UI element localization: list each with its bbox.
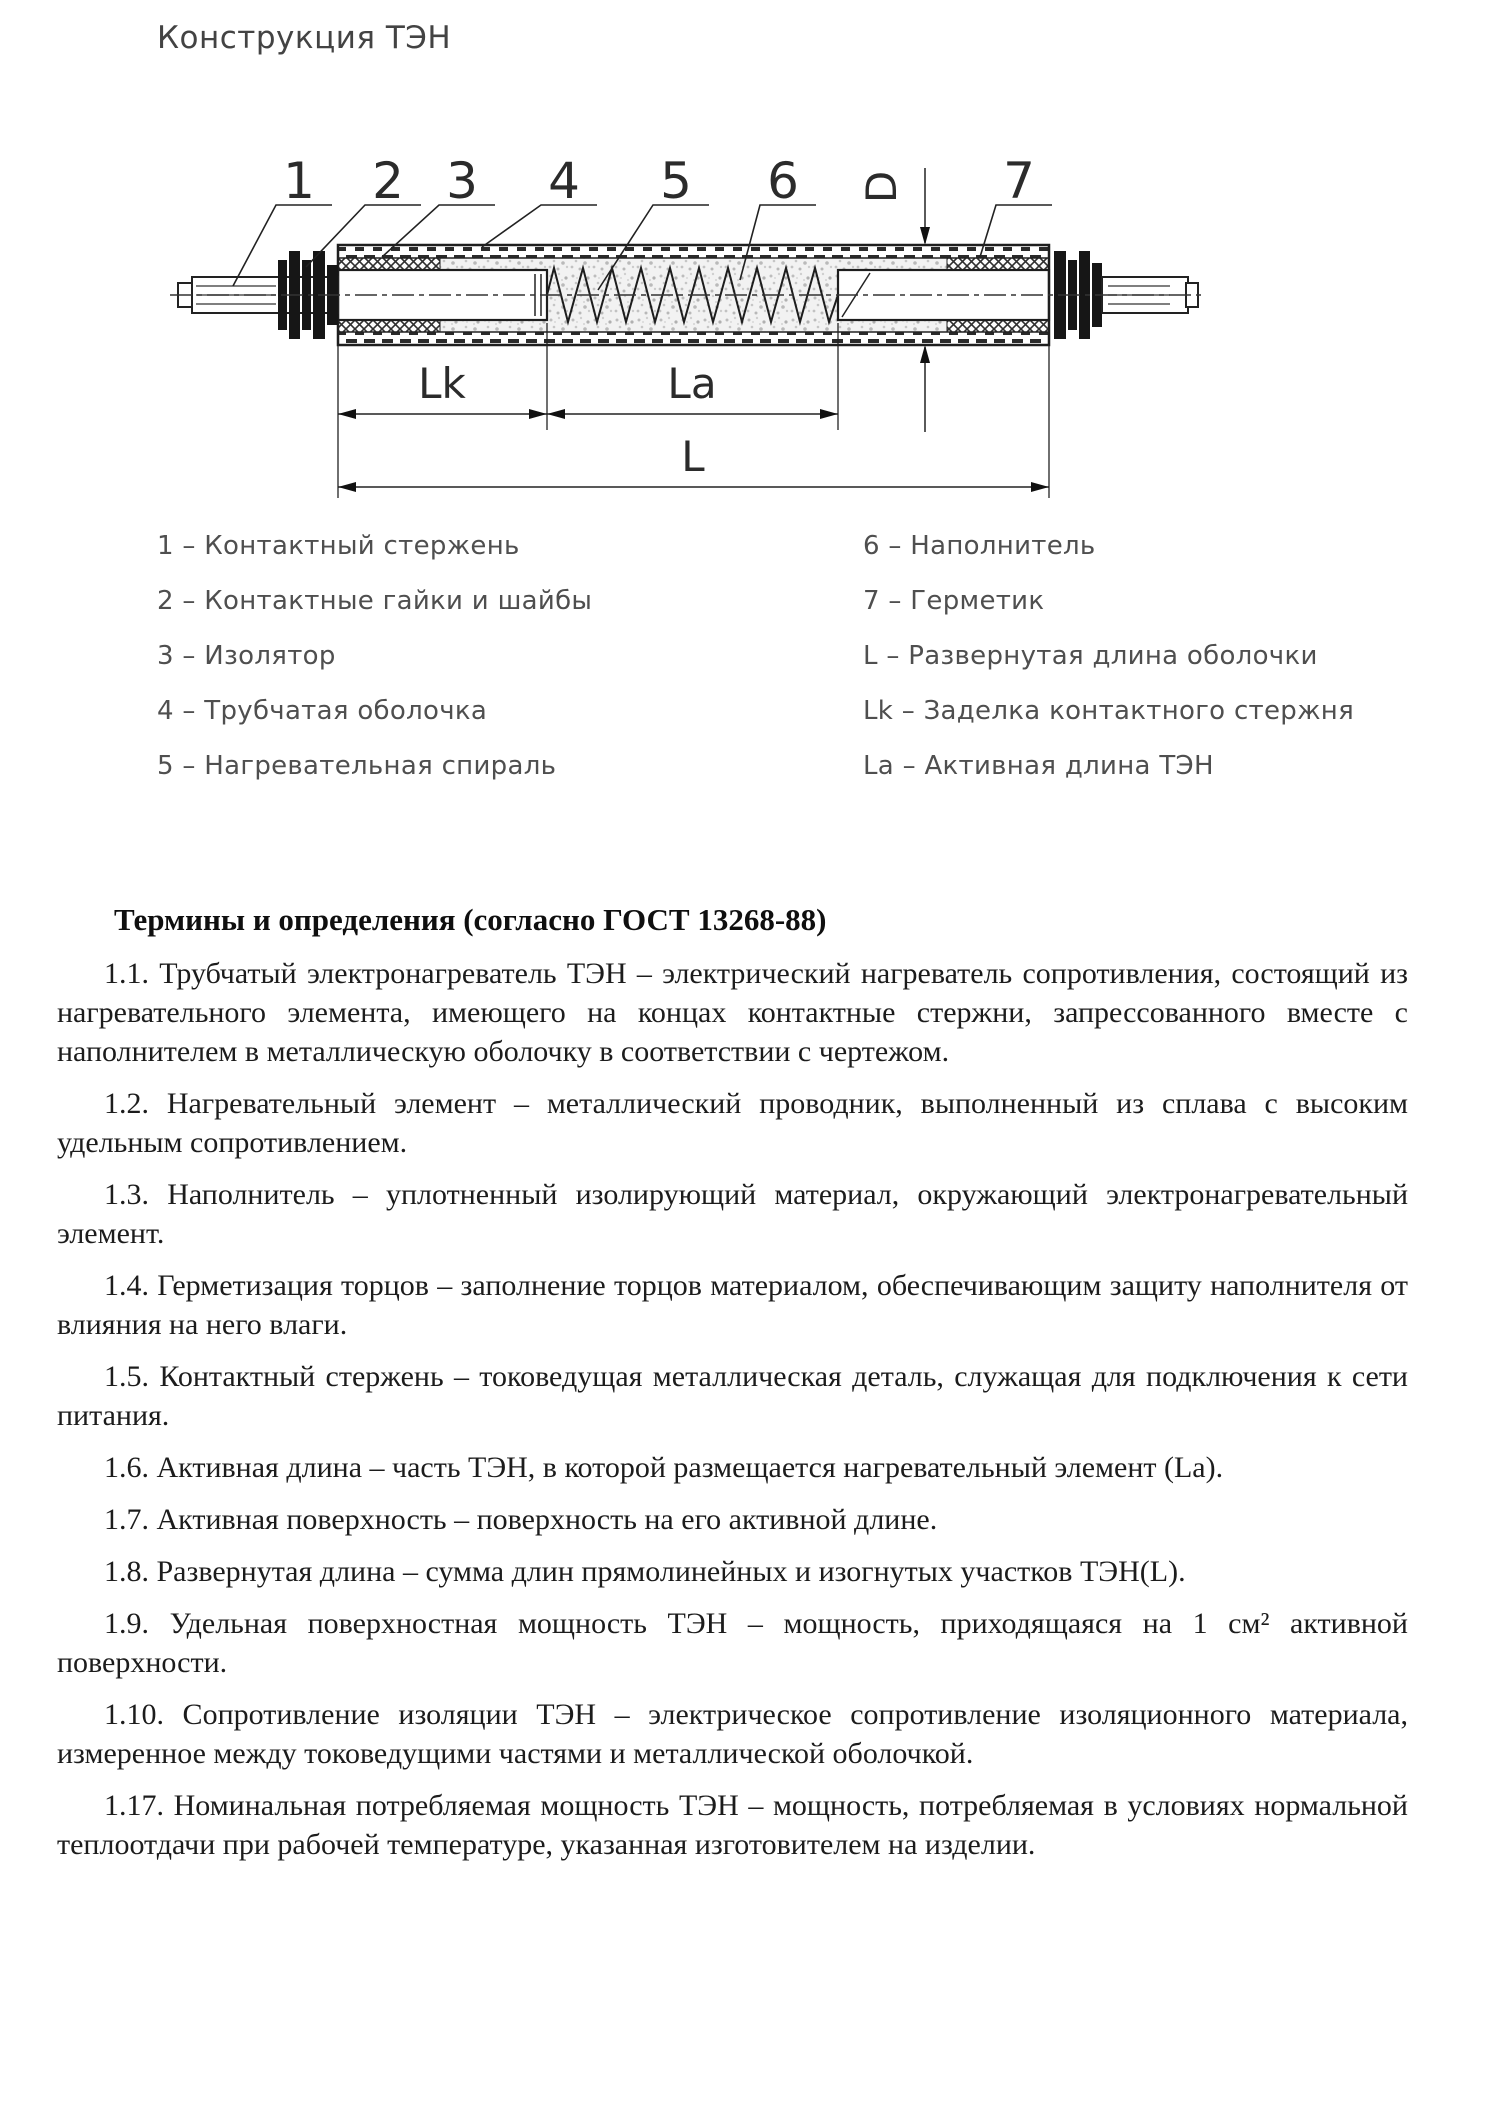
la-label: La [667,359,717,408]
callout-4: 4 [548,152,580,210]
term-paragraph-1-17: 1.17. Номинальная потребляемая мощность ТЭН – мощность, потребляемая в условиях нормальной теплоотдачи при рабочей температуре, указанная изготовителем на изделии. [57,1789,1408,1861]
terms-section [57,902,1408,1877]
term-paragraph-1-10: 1.10. Сопротивление изоляции ТЭН – электрическое сопротивление изоляционного материала, измеренное между токоведущими частями и металлической оболочкой. [57,1698,1408,1770]
terms-heading: Термины и определения (согласно ГОСТ 13268-88) [114,902,827,937]
callout-6: 6 [767,152,799,210]
callout-2: 2 [372,152,404,210]
l-label: L [681,432,705,481]
tube-wall-top [338,246,1049,258]
callout-5: 5 [660,152,692,210]
legend-item: Lk – Заделка контактного стержня [863,696,1355,726]
term-paragraph-1-2: 1.2. Нагревательный элемент – металлический проводник, выполненный из сплава с высоким удельным сопротивлением. [57,1087,1408,1159]
term-paragraph-1-6: 1.6. Активная длина – часть ТЭН, в которой размещается нагревательный элемент (La). [104,1451,1224,1484]
callout-1: 1 [283,152,315,210]
ten-construction-drawing [130,140,1210,510]
legend-right-column [863,533,1354,808]
inner-rod-right [838,270,1049,320]
callout-7: 7 [1003,152,1035,210]
drawing-title: Конструкция ТЭН [157,20,452,56]
term-paragraph-1-9: 1.9. Удельная поверхностная мощность ТЭН – мощность, приходящаяся на 1 см² активной поверхности. [57,1607,1408,1679]
legend-item: 4 – Трубчатая оболочка [157,696,488,726]
term-paragraph-1-3: 1.3. Наполнитель – уплотненный изолирующий материал, окружающий электронагревательный элемент. [57,1178,1408,1250]
term-paragraph-1-4: 1.4. Герметизация торцов – заполнение торцов материалом, обеспечивающим защиту наполнителя от влияния на него влаги. [57,1269,1408,1341]
legend-item: 7 – Герметик [863,586,1045,616]
legend-left-column [157,533,592,808]
legend-item: L – Развернутая длина оболочки [863,641,1318,671]
tube-wall-bottom [338,332,1049,344]
diameter-label: D [857,170,906,204]
legend-item: 6 – Наполнитель [863,531,1096,561]
legend-item: La – Активная длина ТЭН [863,751,1214,781]
dimension-l [338,432,1049,492]
ten-drawing-svg [130,140,1210,510]
legend-item: 2 – Контактные гайки и шайбы [157,586,593,616]
legend-item: 5 – Нагревательная спираль [157,751,557,781]
legend-item: 1 – Контактный стержень [157,531,520,561]
term-paragraph-1-1: 1.1. Трубчатый электронагреватель ТЭН – электрический нагреватель сопротивления, состоящий из нагревательного элемента, имеющего на концах контактные стержни, запрессованного вместе с наполнителем в металлическую оболочку в соответствии с чертежом. [57,957,1408,1068]
callout-3: 3 [446,152,478,210]
lk-label: Lk [418,359,466,408]
term-paragraph-1-8: 1.8. Развернутая длина – сумма длин прямолинейных и изогнутых участков ТЭН(L). [104,1555,1186,1588]
legend-item: 3 – Изолятор [157,641,336,671]
term-paragraph-1-7: 1.7. Активная поверхность – поверхность на его активной длине. [104,1503,938,1536]
dimension-lk-la [338,359,838,419]
term-paragraph-1-5: 1.5. Контактный стержень – токоведущая металлическая деталь, служащая для подключения к сети питания. [57,1360,1408,1432]
